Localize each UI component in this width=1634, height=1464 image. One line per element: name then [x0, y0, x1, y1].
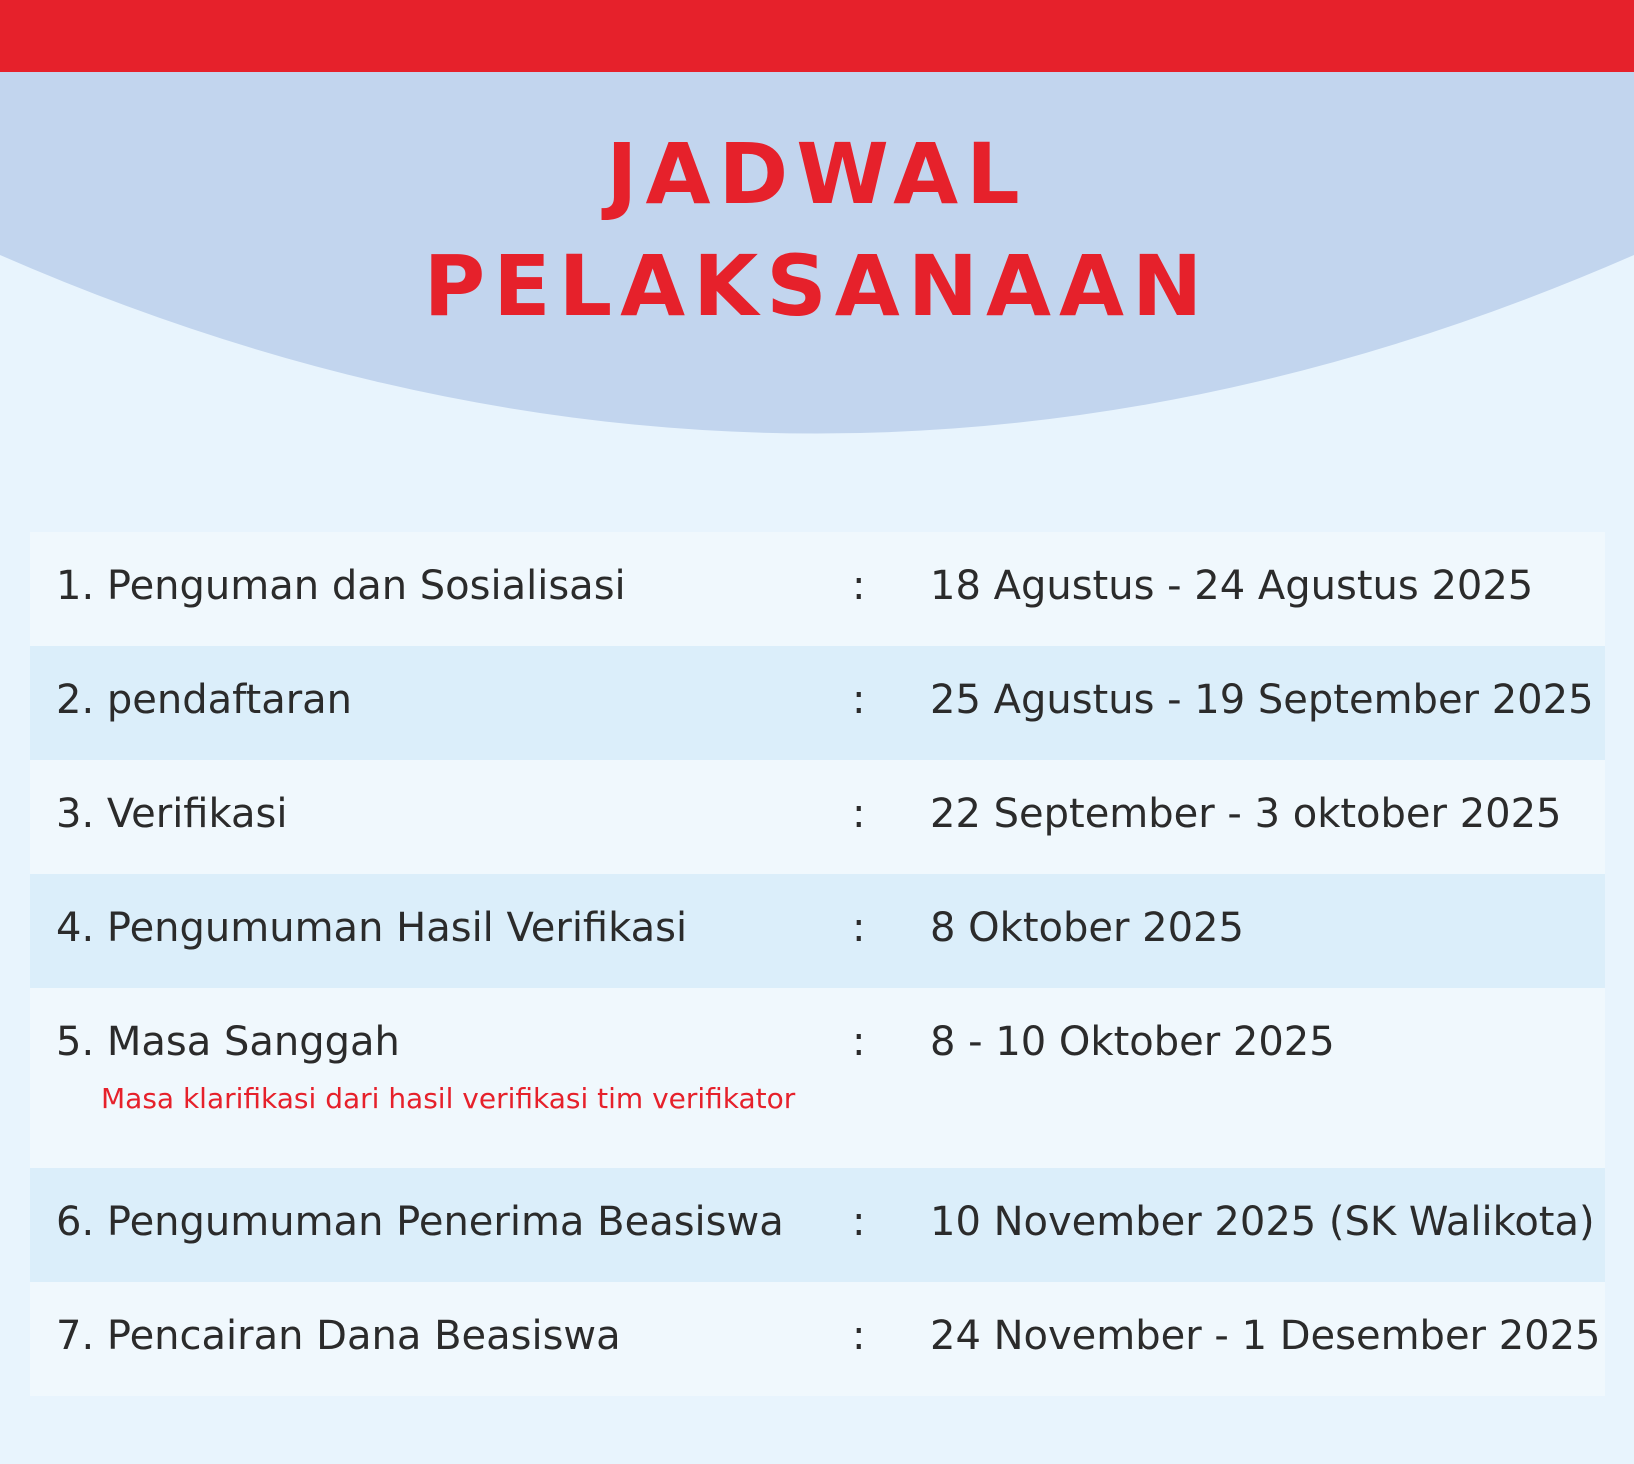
activity-date: 22 September - 3 oktober 2025	[930, 791, 1562, 837]
schedule-row	[30, 532, 1605, 646]
title-line-2: PELAKSANAAN	[423, 237, 1211, 335]
activity-label: 6. Pengumuman Penerima Beasiswa	[56, 1199, 784, 1245]
separator: :	[852, 677, 866, 723]
activity-date: 24 November - 1 Desember 2025	[930, 1313, 1601, 1359]
activity-date: 8 Oktober 2025	[930, 905, 1244, 951]
activity-date: 10 November 2025 (SK Walikota)	[930, 1199, 1595, 1245]
title-line-1: JADWAL	[606, 125, 1028, 223]
schedule-row	[30, 646, 1605, 760]
activity-label: 7. Pencairan Dana Beasiswa	[56, 1313, 621, 1359]
activity-label: 2. pendaftaran	[56, 677, 353, 723]
separator: :	[852, 563, 866, 609]
separator: :	[852, 1019, 866, 1065]
page-title	[0, 118, 1634, 342]
schedule-row	[30, 1282, 1605, 1396]
top-accent-bar	[0, 0, 1634, 72]
schedule-row	[30, 988, 1605, 1168]
separator: :	[852, 905, 866, 951]
activity-date: 25 Agustus - 19 September 2025	[930, 677, 1594, 723]
schedule-table	[30, 532, 1605, 1396]
separator: :	[852, 791, 866, 837]
activity-label: 4. Pengumuman Hasil Verifikasi	[56, 905, 688, 951]
activity-note: Masa klarifikasi dari hasil verifikasi tim verifikator	[101, 1082, 796, 1115]
separator: :	[852, 1199, 866, 1245]
schedule-row	[30, 874, 1605, 988]
schedule-row	[30, 760, 1605, 874]
activity-label: 5. Masa Sanggah	[56, 1019, 400, 1065]
activity-label: 3. Verifikasi	[56, 791, 288, 837]
separator: :	[852, 1313, 866, 1359]
activity-date: 8 - 10 Oktober 2025	[930, 1019, 1335, 1065]
schedule-row	[30, 1168, 1605, 1282]
activity-date: 18 Agustus - 24 Agustus 2025	[930, 563, 1534, 609]
activity-label: 1. Penguman dan Sosialisasi	[56, 563, 626, 609]
